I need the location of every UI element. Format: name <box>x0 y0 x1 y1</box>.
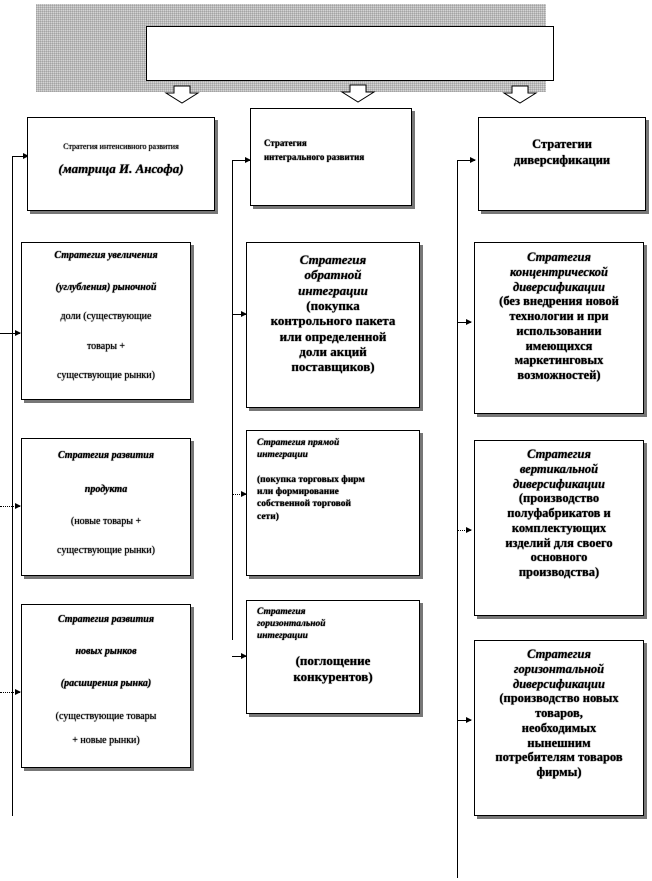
strategy-title: обратной <box>304 267 362 283</box>
strategy-body: конкурентов) <box>293 668 373 684</box>
strategy-title: диверсификации <box>513 279 605 294</box>
strategy-body: контрольного пакета <box>270 313 396 329</box>
strategy-body: возможностей) <box>517 368 601 382</box>
connector-horizontal <box>457 160 475 161</box>
strategy-body: собственной торговой <box>257 499 351 510</box>
strategy-body: потребителям товаров <box>495 750 623 765</box>
strategy-box-horizontal-diversification <box>474 640 644 816</box>
strategy-line: Стратегия увеличения <box>54 250 158 261</box>
strategy-box-forward-integration <box>246 430 420 576</box>
strategy-body: (производство новых <box>499 691 619 706</box>
strategy-title: Стратегия <box>257 607 306 617</box>
strategy-title: диверсификации <box>513 676 605 691</box>
down-arrow-icon <box>338 84 378 104</box>
strategy-title: интеграции <box>298 282 368 298</box>
strategy-body: сети) <box>257 511 279 522</box>
strategy-body: имеющихся <box>525 338 593 353</box>
strategy-box-vertical-diversification <box>474 440 644 616</box>
strategy-body: поставщиков) <box>291 359 375 375</box>
connector-arrow <box>457 322 471 323</box>
strategy-box-product-development <box>21 438 191 576</box>
strategy-body: полуфабрикатов и <box>507 506 611 520</box>
connector-arrow <box>457 720 471 721</box>
connector-arrow <box>0 692 20 693</box>
strategy-line: (существующие товары <box>55 711 157 722</box>
connector-arrow <box>457 530 471 531</box>
strategy-line: новых рынков <box>75 646 137 657</box>
strategy-title: Стратегия <box>527 647 591 661</box>
strategy-line: доли (существующие <box>60 311 152 322</box>
strategy-line: товары + <box>86 341 126 352</box>
strategy-body: (поглощение <box>295 652 371 668</box>
strategy-box-concentric-diversification <box>474 242 644 414</box>
strategy-body: необходимых <box>521 720 597 735</box>
strategy-title: горизонтальной <box>513 661 605 676</box>
strategy-title: Стратегия <box>527 250 591 264</box>
strategy-body: нынешним <box>527 735 591 750</box>
strategy-title: интеграции <box>257 450 308 461</box>
header-line: Стратегии <box>532 137 592 151</box>
connector-line <box>232 160 233 640</box>
strategy-title: горизонтальной <box>257 618 326 629</box>
column-header-intensive <box>27 117 215 211</box>
strategy-line: (углубления) рыночной <box>55 282 157 293</box>
strategy-title: диверсификации <box>513 476 605 491</box>
strategy-title: концентрической <box>510 264 608 279</box>
title-box <box>146 26 554 81</box>
connector-arrow <box>0 506 20 507</box>
connector-line <box>12 156 13 816</box>
down-arrow-icon <box>162 85 202 105</box>
strategy-body: производства) <box>518 565 600 579</box>
strategy-line: (новые товары + <box>70 516 142 527</box>
connector-arrow <box>0 333 20 334</box>
strategy-body: или формирование <box>257 487 339 498</box>
strategy-title: Стратегия прямой <box>257 438 340 448</box>
strategy-body: (производство <box>518 491 600 506</box>
strategy-line: (расширения рынка) <box>60 678 152 689</box>
header-line: диверсификации <box>513 153 611 168</box>
connector-line <box>457 160 458 878</box>
strategy-line: Стратегия развития <box>57 614 154 625</box>
connector-arrow <box>232 494 246 495</box>
connector-horizontal <box>12 156 28 157</box>
header-line: интегрального развития <box>264 151 365 162</box>
strategy-box-backward-integration <box>246 242 420 408</box>
strategy-title: вертикальной <box>519 461 599 476</box>
strategy-body: комплектующих <box>511 520 607 535</box>
strategy-body: или определенной <box>279 328 387 344</box>
strategy-line: существующие рынки) <box>57 545 155 556</box>
strategy-body: изделий для своего <box>505 535 613 550</box>
strategy-box-market-penetration <box>21 242 191 400</box>
column-header-integrative <box>250 108 412 206</box>
strategy-box-market-development <box>21 604 191 768</box>
strategy-line: + новые рынки) <box>72 735 140 746</box>
connector-arrow <box>232 314 246 315</box>
strategy-body: доли акций <box>299 343 367 359</box>
strategy-body: основного <box>530 550 588 565</box>
strategy-box-horizontal-integration <box>246 600 420 714</box>
down-arrow-icon <box>500 85 540 105</box>
strategy-body: технологии и при <box>509 309 609 323</box>
connector-arrow <box>232 656 246 657</box>
strategy-body: использовании <box>516 323 602 338</box>
strategy-body: товаров, <box>535 706 583 720</box>
strategy-title: Стратегия <box>527 447 591 461</box>
strategy-line: продукта <box>84 484 128 495</box>
header-line: Стратегия интенсивного развития <box>63 142 179 151</box>
strategy-body: (покупка торговых фирм <box>257 474 365 485</box>
strategy-body: (покупка <box>306 297 360 313</box>
header-line: Стратегия <box>264 138 307 148</box>
header-subtitle: (матрица И. Ансофа) <box>58 161 184 176</box>
connector-horizontal <box>232 160 250 161</box>
column-header-diversification <box>478 117 646 211</box>
strategy-body: маркетинговых <box>514 353 604 368</box>
strategy-title: Стратегия <box>299 252 367 267</box>
strategy-body: (без внедрения новой <box>499 294 619 309</box>
strategy-line: существующие рынки) <box>57 370 155 381</box>
strategy-title: интеграции <box>257 630 308 641</box>
strategy-body: фирмы) <box>536 765 582 779</box>
strategy-line: Стратегия развития <box>57 450 154 461</box>
